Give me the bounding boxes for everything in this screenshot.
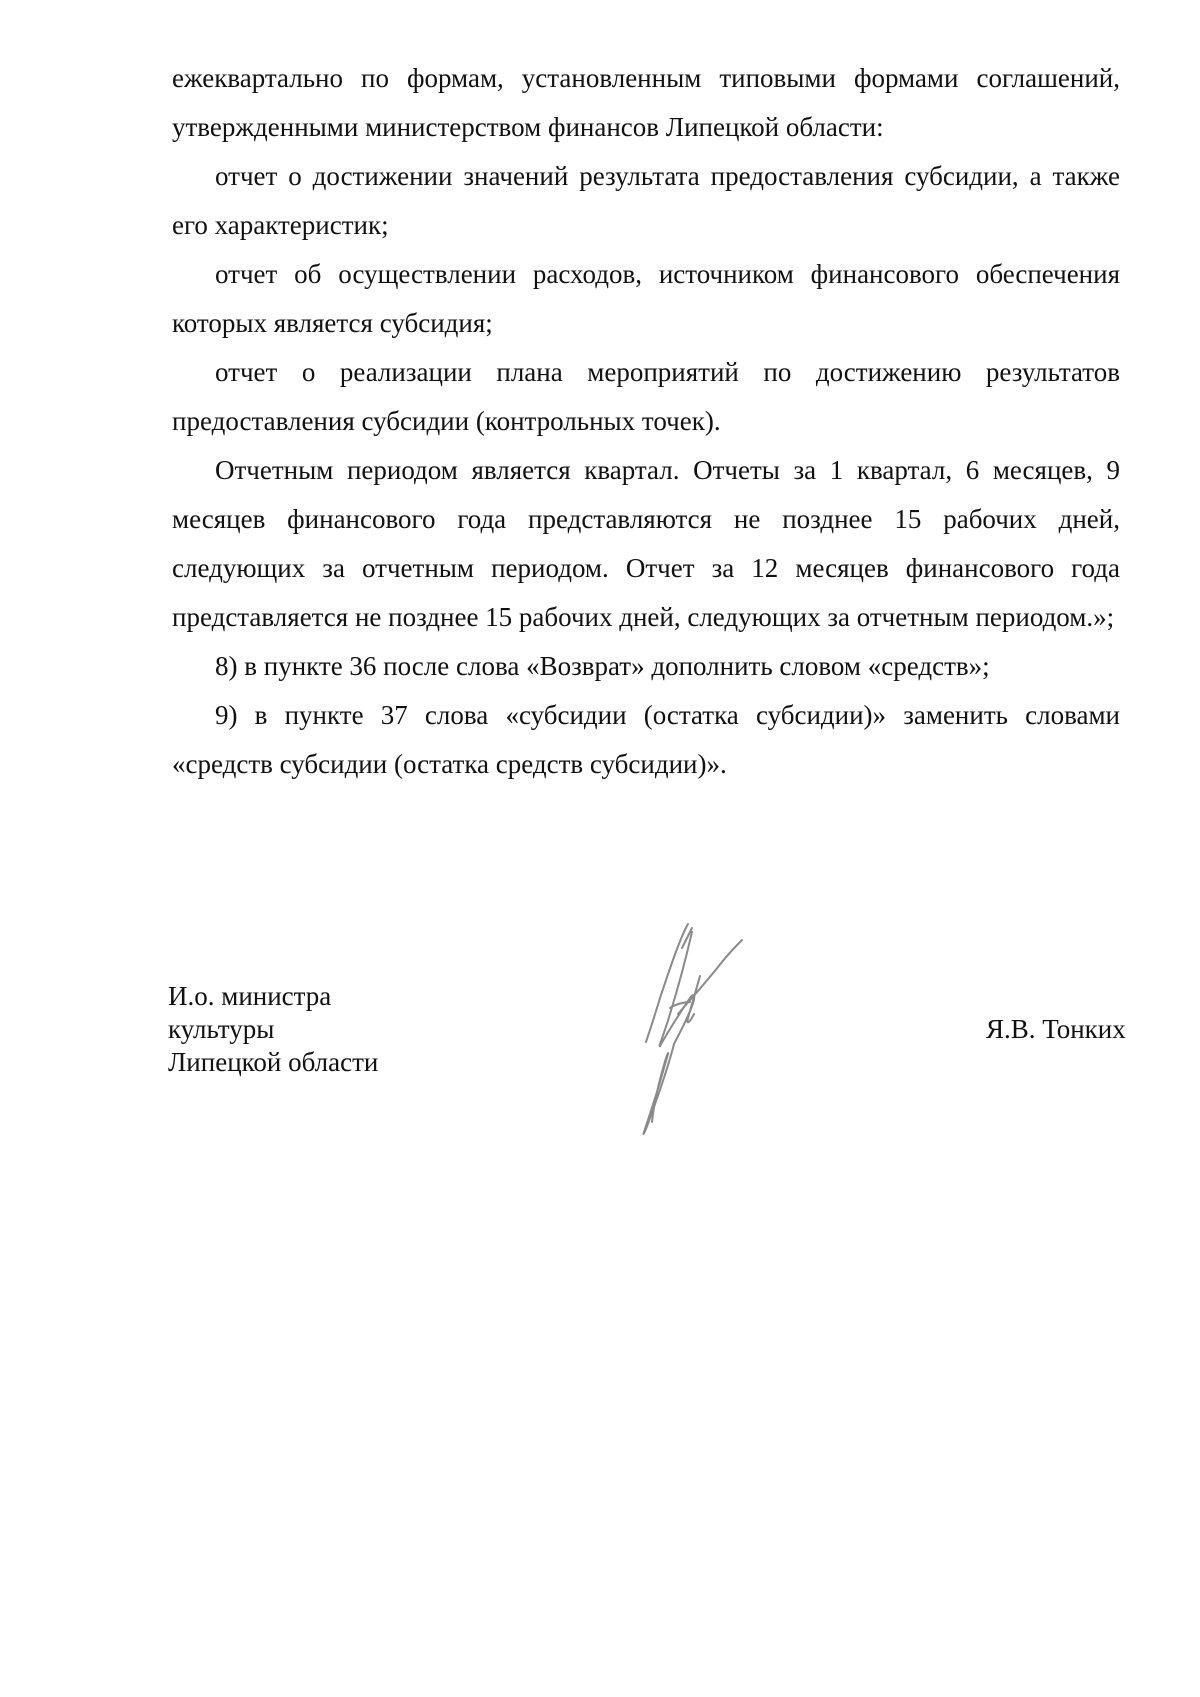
signatory-title bbox=[168, 980, 378, 1079]
signatory-title-line-2: культуры bbox=[168, 1014, 275, 1044]
paragraph-reporting-period: Отчетным периодом является квартал. Отчеты за 1 квартал, 6 месяцев, 9 месяцев финансового года представляются не позднее 15 рабочих дней, следующих за отчетным периодом. Отчет за 12 месяцев финансового года представляется не позднее 15 рабочих дней, следующих за отчетным периодом.»; bbox=[172, 455, 1120, 632]
paragraph-item-8: 8) в пункте 36 после слова «Возврат» дополнить словом «средств»; bbox=[215, 651, 990, 681]
signatory-title-line-1: И.о. министра bbox=[168, 981, 332, 1011]
paragraph-report-expenses: отчет об осуществлении расходов, источником финансового обеспечения которых является субсидия; bbox=[172, 259, 1120, 338]
handwritten-signature-icon bbox=[630, 918, 760, 1138]
signatory-name: Я.В. Тонких bbox=[986, 1014, 1126, 1044]
paragraph-reporting-forms: ежеквартально по формам, установленным типовыми формами соглашений, утвержденными министерством финансов Липецкой области: bbox=[172, 63, 1120, 142]
paragraph-report-plan: отчет о реализации плана мероприятий по достижению результатов предоставления субсидии (контрольных точек). bbox=[172, 357, 1120, 436]
paragraph-item-9: 9) в пункте 37 слова «субсидии (остатка субсидии)» заменить словами «средств субсидии (остатка средств субсидии)». bbox=[172, 700, 1120, 779]
document-body bbox=[172, 54, 1120, 789]
paragraph-report-results: отчет о достижении значений результата предоставления субсидии, а также его характеристик; bbox=[172, 161, 1120, 240]
signatory-title-line-3: Липецкой области bbox=[168, 1047, 379, 1077]
